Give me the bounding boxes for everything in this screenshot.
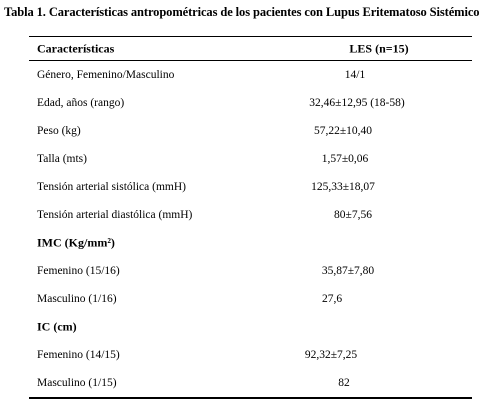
row-value: 80±7,56 <box>334 209 372 221</box>
table-row <box>29 257 472 285</box>
header-label: Características <box>37 41 115 55</box>
table-row <box>29 369 472 397</box>
row-value: 14/1 <box>344 69 366 81</box>
row-value: 57,22±10,40 <box>313 125 373 137</box>
row-value: 1,57±0,06 <box>321 153 369 165</box>
row-label: Tensión arterial sistólica (mmH) <box>37 181 186 193</box>
table-row <box>29 117 472 145</box>
row-label: Edad, años (rango) <box>37 97 125 109</box>
row-value: 82 <box>338 377 350 389</box>
row-value: 32,46±12,95 (18-58) <box>309 97 405 109</box>
table-caption: Tabla 1. Características antropométricas de los pacientes con Lupus Eritematoso Sistémico <box>4 5 480 19</box>
row-label: Masculino (1/15) <box>37 377 117 389</box>
section-label: IC (cm) <box>37 319 77 334</box>
row-value: 35,87±7,80 <box>321 265 375 277</box>
table-row <box>29 285 472 313</box>
header-value: LES (n=15) <box>349 41 409 55</box>
table-row <box>29 145 472 173</box>
table-row <box>29 173 472 201</box>
table-header-row <box>29 37 472 61</box>
row-label: Femenino (15/16) <box>37 265 120 277</box>
table-row <box>29 201 472 229</box>
row-value: 92,32±7,25 <box>304 349 358 361</box>
row-label: Peso (kg) <box>37 125 81 137</box>
anthropometric-table <box>29 36 472 399</box>
table-row <box>29 89 472 117</box>
section-label: IMC (Kg/mm²) <box>37 235 115 250</box>
row-label: Talla (mts) <box>37 153 87 165</box>
table-section-row <box>29 229 472 257</box>
table-row <box>29 341 472 369</box>
table-section-row <box>29 313 472 341</box>
row-value: 125,33±18,07 <box>311 181 375 193</box>
row-label: Masculino (1/16) <box>37 293 117 305</box>
table-row <box>29 61 472 89</box>
row-label: Tensión arterial diastólica (mmH) <box>37 209 193 221</box>
row-value: 27,6 <box>321 293 343 305</box>
row-label: Femenino (14/15) <box>37 349 120 361</box>
row-label: Género, Femenino/Masculino <box>37 69 175 81</box>
